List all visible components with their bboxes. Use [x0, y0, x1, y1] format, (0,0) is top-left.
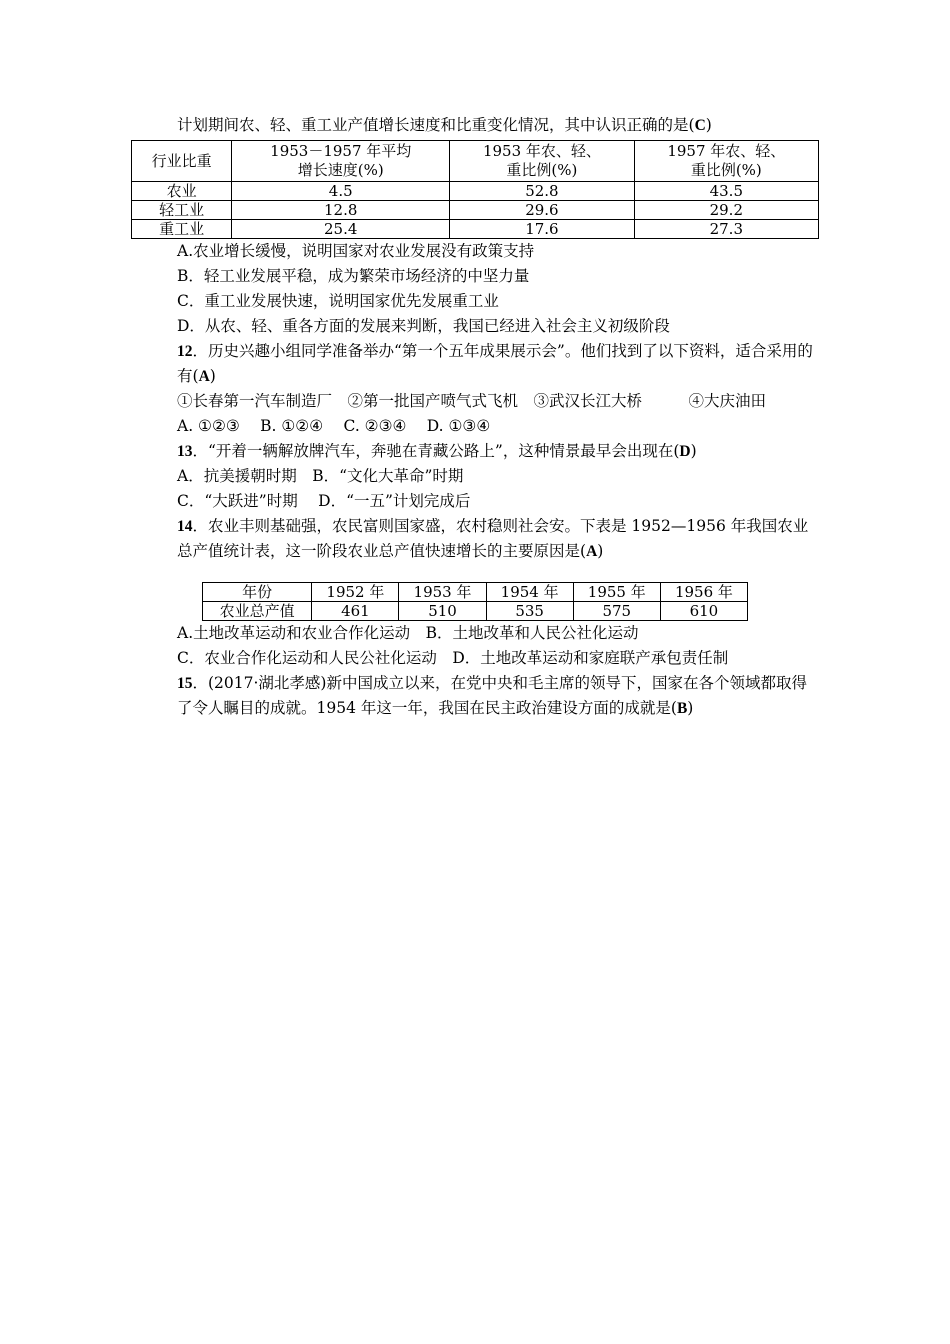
question-13-option-cd: C．“大跃进”时期 D．“一五”计划完成后 [177, 492, 471, 510]
question-14: 14．农业丰则基础强，农民富则国家盛，农村稳则社会安。下表是 1952—1956 年我国农业总产值统计表，这一阶段农业总产值快速增长的主要原因是(A) [177, 517, 809, 560]
table-cell: 重工业 [132, 220, 232, 239]
question-14-option-ab: A.土地改革运动和农业合作化运动 B．土地改革和人民公社化运动 [177, 624, 639, 642]
table-cell: 1953 年 [399, 583, 486, 602]
table-row [132, 182, 819, 201]
table-cell: 农业 [132, 182, 232, 201]
question-15: 15．(2017·湖北孝感)新中国成立以来，在党中央和毛主席的领导下，国家在各个领域都取得了令人瞩目的成就。1954 年这一年，我国在民主政治建设方面的成就是(B) [177, 674, 807, 717]
header-cell: 1953 年农、轻、 重比例(%) [450, 141, 634, 182]
answer-11: C [694, 117, 706, 134]
agriculture-output-table [202, 582, 748, 621]
table-row [203, 602, 748, 621]
table-row [132, 220, 819, 239]
header-cell: 1953－1957 年平均 增长速度(%) [232, 141, 450, 182]
table-cell: 年份 [203, 583, 312, 602]
table-cell: 52.8 [450, 182, 634, 201]
header-cell: 1957 年农、轻、 重比例(%) [634, 141, 818, 182]
table-cell: 575 [573, 602, 660, 621]
table-cell: 27.3 [634, 220, 818, 239]
table-cell: 1952 年 [312, 583, 399, 602]
table-cell: 610 [660, 602, 747, 621]
question-12: 12．历史兴趣小组同学准备举办“第一个五年成果展示会”。他们找到了以下资料，适合采用的有(A) [177, 342, 813, 385]
table-cell: 43.5 [634, 182, 818, 201]
table-cell: 轻工业 [132, 201, 232, 220]
answer-12: A [198, 368, 210, 385]
table-cell: 535 [486, 602, 573, 621]
table-cell: 农业总产值 [203, 602, 312, 621]
question-12-items: ①长春第一汽车制造厂 ②第一批国产喷气式飞机 ③武汉长江大桥 ④大庆油田 [177, 392, 767, 410]
table-cell: 12.8 [232, 201, 450, 220]
option-a: A.农业增长缓慢，说明国家对农业发展没有政策支持 [177, 242, 535, 260]
table-cell: 1955 年 [573, 583, 660, 602]
table-cell: 461 [312, 602, 399, 621]
document-page [145, 113, 820, 721]
industry-ratio-table [131, 140, 819, 239]
table-row [132, 201, 819, 220]
table-cell: 17.6 [450, 220, 634, 239]
question-11-intro: 计划期间农、轻、重工业产值增长速度和比重变化情况，其中认识正确的是(C) [177, 116, 712, 134]
question-13: 13．“开着一辆解放牌汽车，奔驰在青藏公路上”，这种情景最早会出现在(D) [177, 442, 697, 460]
answer-15: B [676, 700, 688, 717]
option-b: B．轻工业发展平稳，成为繁荣市场经济的中坚力量 [177, 267, 530, 285]
question-12-options: A. ①②③ B. ①②④ C. ②③④ D. ①③④ [177, 417, 491, 435]
table-cell: 29.2 [634, 201, 818, 220]
option-d: D．从农、轻、重各方面的发展来判断，我国已经进入社会主义初级阶段 [177, 317, 670, 335]
table-cell: 1954 年 [486, 583, 573, 602]
question-14-option-cd: C．农业合作化运动和人民公社化运动 D．土地改革运动和家庭联产承包责任制 [177, 649, 729, 667]
table-cell: 25.4 [232, 220, 450, 239]
answer-13: D [679, 443, 691, 460]
table-header-row [132, 141, 819, 182]
question-13-option-ab: A．抗美援朝时期 B．“文化大革命”时期 [177, 467, 464, 485]
table-cell: 4.5 [232, 182, 450, 201]
table-cell: 1956 年 [660, 583, 747, 602]
answer-14: A [586, 543, 598, 560]
option-c: C．重工业发展快速，说明国家优先发展重工业 [177, 292, 499, 310]
table-cell: 510 [399, 602, 486, 621]
header-cell: 行业比重 [132, 141, 232, 182]
table-header-row [203, 583, 748, 602]
table-cell: 29.6 [450, 201, 634, 220]
